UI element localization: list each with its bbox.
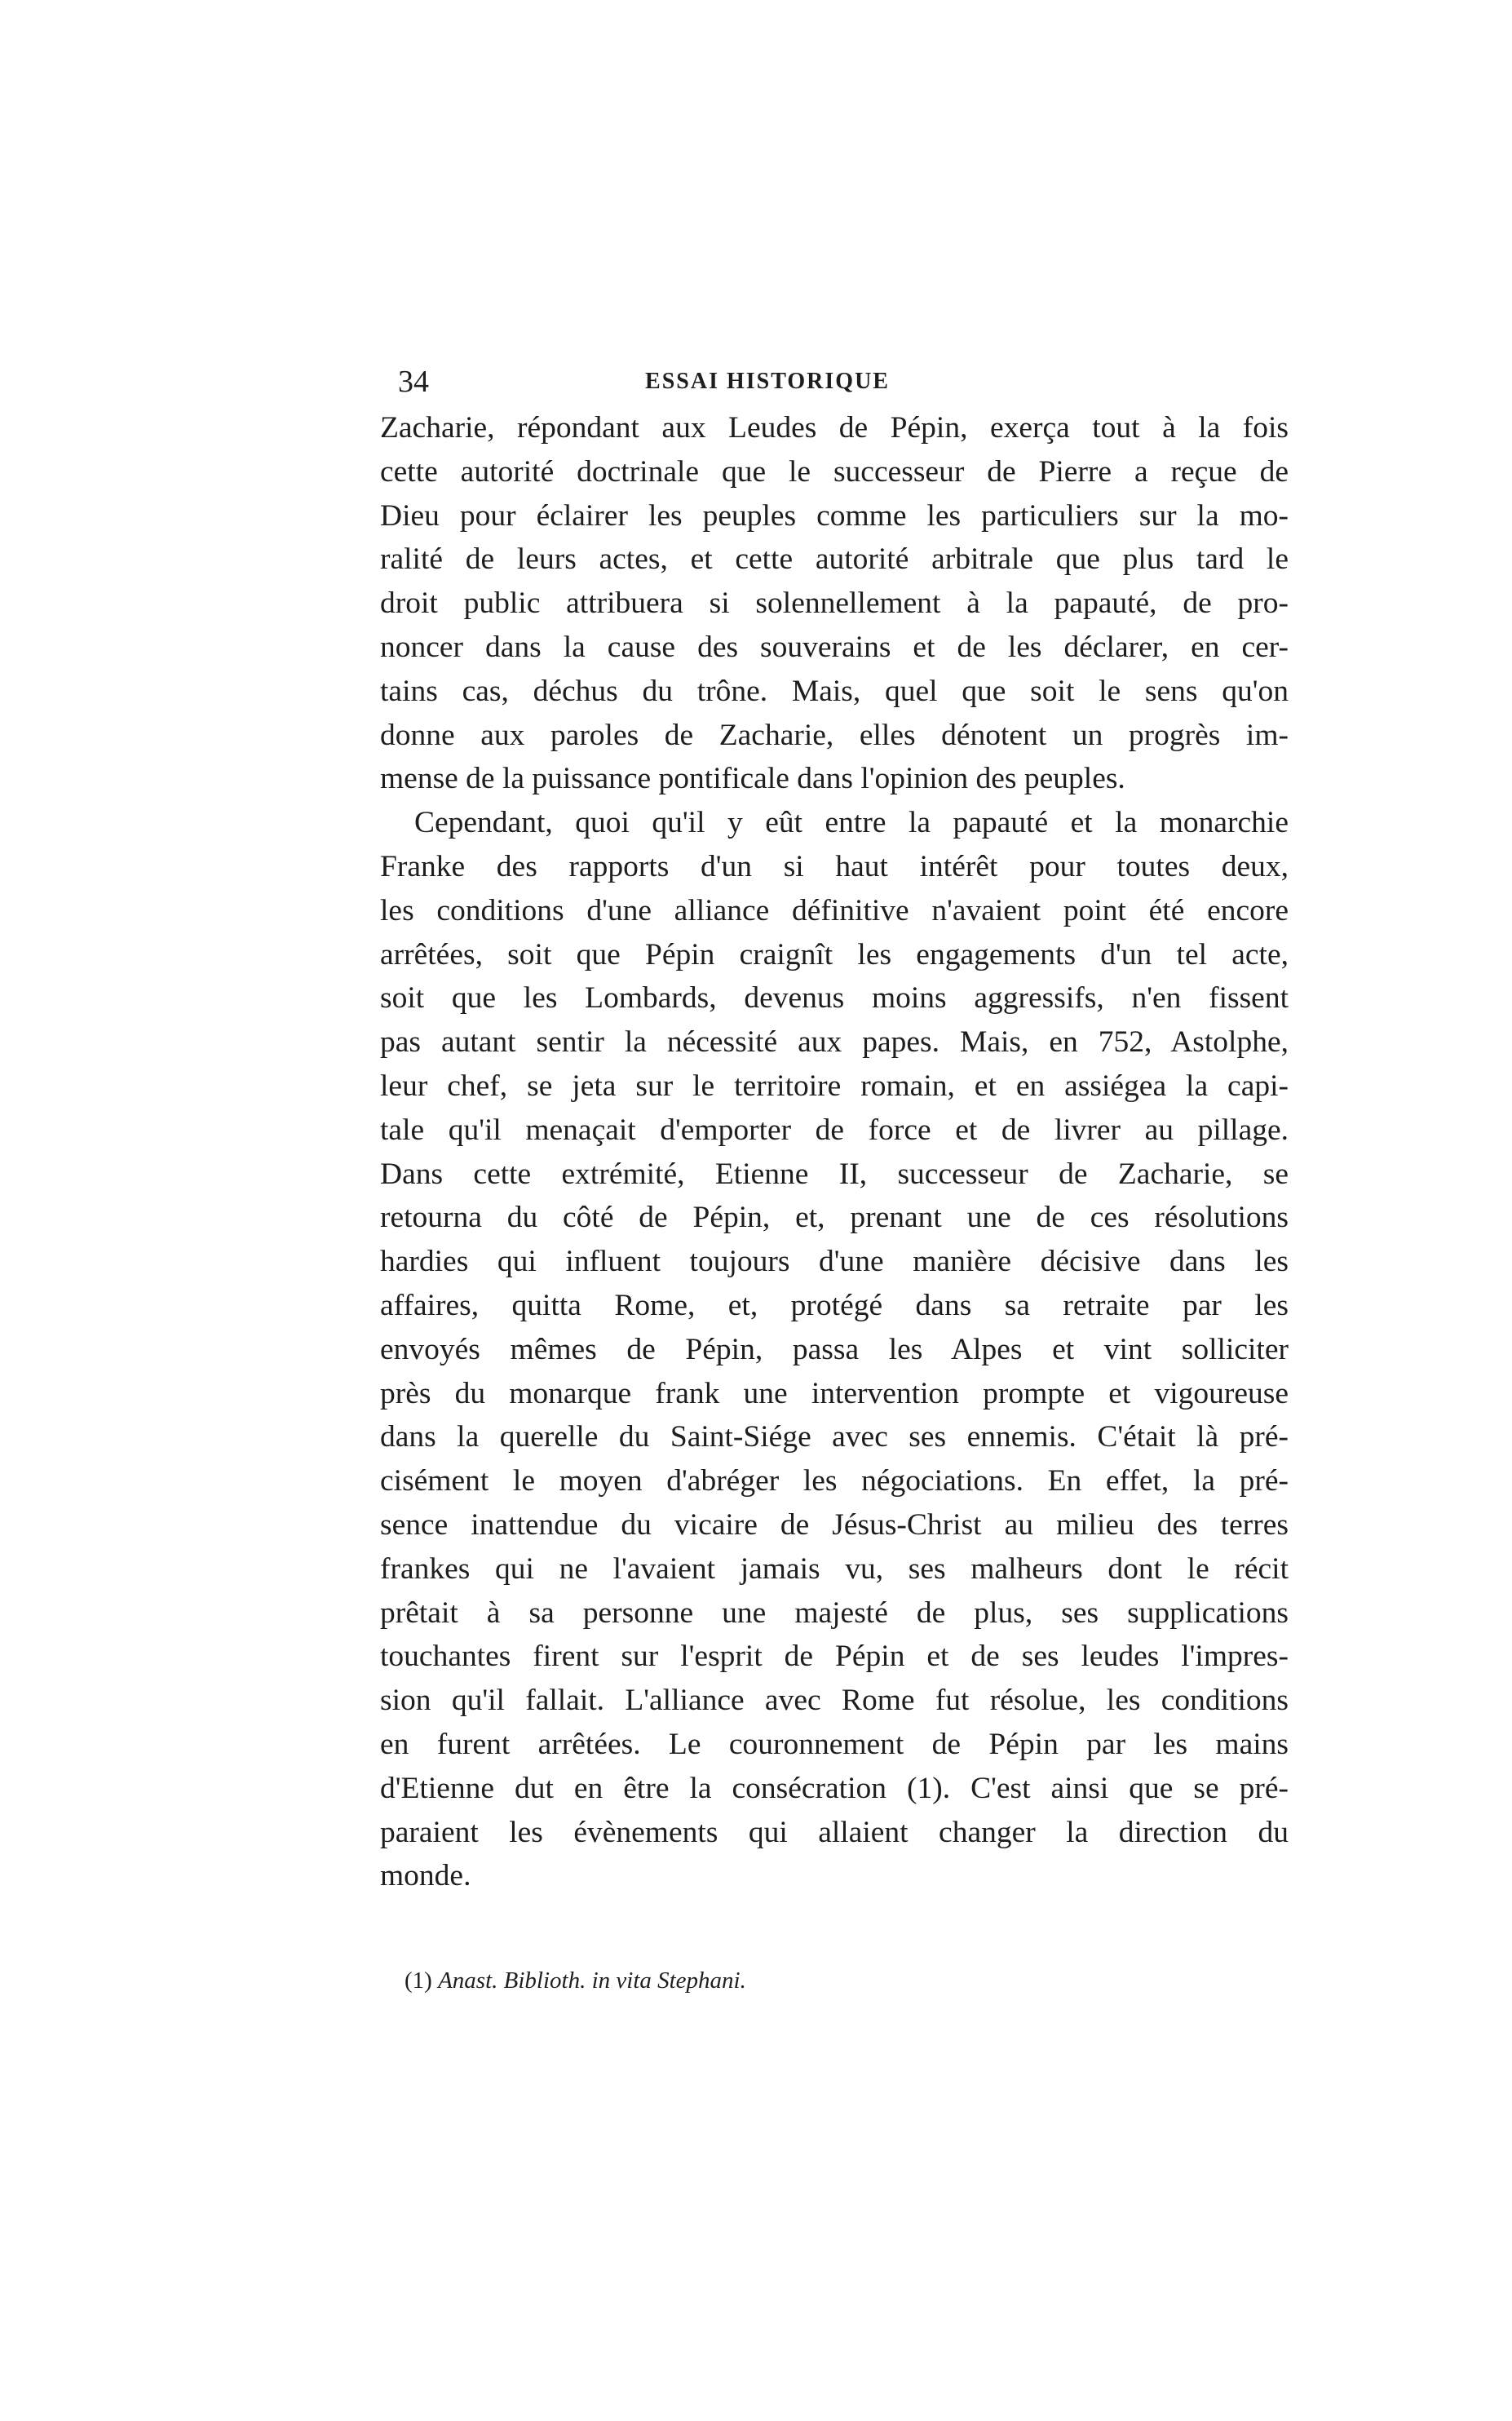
text-line: Cependant, quoi qu'il y eût entre la papauté et la monarchie — [414, 806, 1289, 840]
footnote-marker: (1) — [405, 1967, 432, 1994]
text-line: touchantes firent sur l'esprit de Pépin et de ses leudes l'impres- — [380, 1640, 1289, 1674]
text-line: leur chef, se jeta sur le territoire romain, et en assiégea la capi- — [380, 1069, 1289, 1103]
text-line: Dieu pour éclairer les peuples comme les particuliers sur la mo- — [380, 498, 1289, 533]
text-line: affaires, quitta Rome, et, protégé dans sa retraite par les — [380, 1288, 1289, 1322]
text-line: Franke des rapports d'un si haut intérêt pour toutes deux, — [380, 849, 1289, 883]
text-line: Dans cette extrémité, Etienne II, successeur de Zacharie, se — [380, 1157, 1289, 1191]
text-line: retourna du côté de Pépin, et, prenant une de ces résolutions — [380, 1201, 1289, 1235]
text-line: envoyés mêmes de Pépin, passa les Alpes et vint solliciter — [380, 1332, 1289, 1366]
text-line: hardies qui influent toujours d'une manière décisive dans les — [380, 1245, 1289, 1279]
text-line: Zacharie, répondant aux Leudes de Pépin, exerça tout à la fois — [380, 411, 1289, 445]
text-line: près du monarque frank une intervention prompte et vigoureuse — [380, 1376, 1289, 1410]
text-line: paraient les évènements qui allaient changer la direction du — [380, 1815, 1289, 1849]
text-line: sence inattendue du vicaire de Jésus-Christ au milieu des terres — [380, 1507, 1289, 1542]
text-line: en furent arrêtées. Le couronnement de Pépin par les mains — [380, 1727, 1289, 1761]
footnote — [405, 1963, 746, 1998]
text-line: noncer dans la cause des souverains et de les déclarer, en cer- — [380, 630, 1289, 664]
footnote-text: Anast. Biblioth. in vita Stephani. — [438, 1967, 746, 1994]
text-line: droit public attribuera si solennellement à la papauté, de pro- — [380, 586, 1289, 621]
text-line: cette autorité doctrinale que le successeur de Pierre a reçue de — [380, 454, 1289, 489]
page-number: 34 — [398, 365, 429, 399]
page-header — [398, 357, 1137, 406]
text-line: tains cas, déchus du trône. Mais, quel que soit le sens qu'on — [380, 674, 1289, 708]
text-line: tale qu'il menaçait d'emporter de force et de livrer au pillage. — [380, 1113, 1289, 1147]
body-text — [380, 406, 1289, 1898]
text-line: monde. — [380, 1859, 471, 1893]
text-line: mense de la puissance pontificale dans l'opinion des peuples. — [380, 762, 1125, 796]
text-line: d'Etienne dut en être la consécration (1). C'est ainsi que se pré- — [380, 1771, 1289, 1805]
text-line: donne aux paroles de Zacharie, elles dénotent un progrès im- — [380, 718, 1289, 752]
text-line: pas autant sentir la nécessité aux papes. Mais, en 752, Astolphe, — [380, 1025, 1289, 1060]
text-line: prêtait à sa personne une majesté de plus, ses supplications — [380, 1596, 1289, 1630]
text-line: soit que les Lombards, devenus moins aggressifs, n'en fissent — [380, 981, 1289, 1016]
text-line: ralité de leurs actes, et cette autorité arbitrale que plus tard le — [380, 542, 1289, 577]
running-title: ESSAI HISTORIQUE — [645, 369, 890, 394]
text-line: dans la querelle du Saint-Siége avec ses ennemis. C'était là pré- — [380, 1420, 1289, 1454]
text-line: cisément le moyen d'abréger les négociations. En effet, la pré- — [380, 1464, 1289, 1498]
text-line: sion qu'il fallait. L'alliance avec Rome fut résolue, les conditions — [380, 1684, 1289, 1718]
text-line: les conditions d'une alliance définitive n'avaient point été encore — [380, 893, 1289, 927]
text-line: arrêtées, soit que Pépin craignît les engagements d'un tel acte, — [380, 937, 1289, 971]
text-line: frankes qui ne l'avaient jamais vu, ses malheurs dont le récit — [380, 1551, 1289, 1586]
